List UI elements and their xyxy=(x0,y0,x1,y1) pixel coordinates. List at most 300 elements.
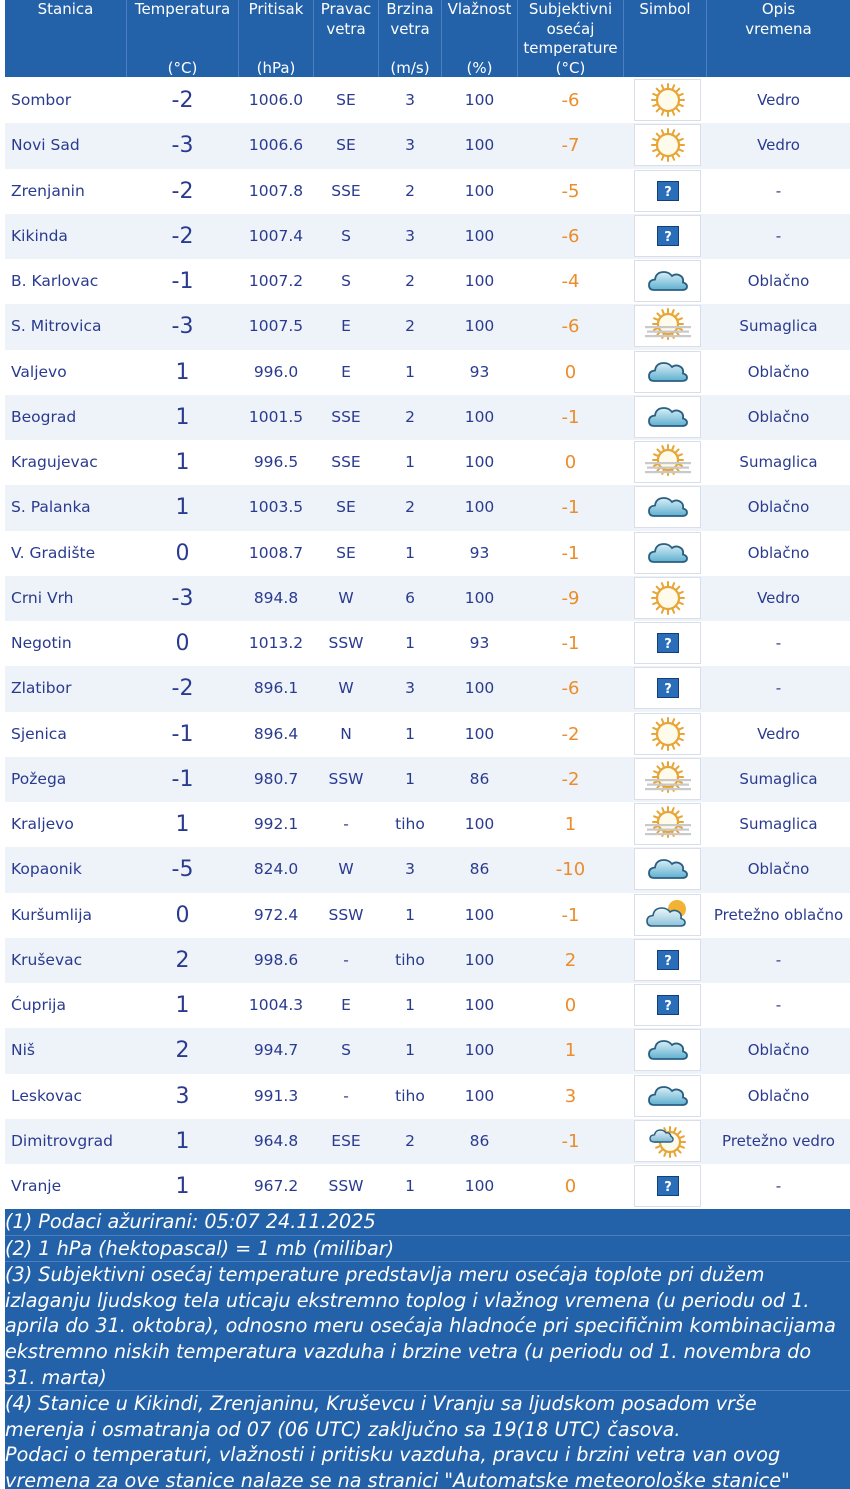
header-description-label: vremena xyxy=(745,19,812,38)
table-row xyxy=(5,621,850,666)
pressure-value: 1006.6 xyxy=(248,136,304,155)
feel-temperature-value: 0 xyxy=(564,995,577,1016)
wind-direction-value: SSW xyxy=(328,1177,364,1195)
feel-temperature-value: -2 xyxy=(561,768,580,790)
weather-description: Sumaglica xyxy=(739,453,818,471)
weather-symbol-cell xyxy=(634,713,701,755)
wind-speed-value: 3 xyxy=(405,226,415,245)
fog-icon xyxy=(641,759,695,803)
footnote-3-line: aprila do 31. oktobra), odnosno meru osećaja hladnoće pri specifičnim kombinacijama xyxy=(5,1314,836,1338)
pressure-value: 1001.5 xyxy=(248,407,304,426)
weather-symbol-cell xyxy=(634,305,701,347)
humidity-value: 100 xyxy=(464,91,495,109)
humidity-value: 100 xyxy=(464,317,495,336)
temperature-value: 1 xyxy=(175,1128,190,1154)
header-wind-speed-label: vetra xyxy=(390,19,430,38)
wind-speed-value: tiho xyxy=(395,1086,425,1105)
header-description xyxy=(707,0,850,77)
station-name: Leskovac xyxy=(11,1086,83,1105)
wind-direction-value: SSW xyxy=(328,905,364,924)
header-wind-direction xyxy=(314,0,378,77)
header-description-label: Opis xyxy=(761,0,796,18)
weather-description: Oblačno xyxy=(747,362,810,381)
header-feel-unit: (°C) xyxy=(555,59,586,77)
temperature-value: 1 xyxy=(175,450,190,475)
weather-symbol-cell xyxy=(634,577,701,619)
station-name: Beograd xyxy=(11,407,77,426)
wind-speed-value: 1 xyxy=(405,1177,415,1195)
temperature-value: -3 xyxy=(171,314,194,340)
wind-direction-value: - xyxy=(343,815,349,833)
pressure-value: 1013.2 xyxy=(248,634,304,652)
wind-speed-value: 2 xyxy=(405,317,415,336)
table-row xyxy=(5,712,850,757)
header-temperature-unit: (°C) xyxy=(167,59,198,77)
weather-description: Oblačno xyxy=(747,272,810,290)
temperature-value: -1 xyxy=(171,721,194,747)
wind-speed-value: 1 xyxy=(405,996,415,1014)
station-name: Kopaonik xyxy=(11,860,82,879)
weather-symbol-cell xyxy=(634,1165,701,1207)
footnote-1: (1) Podaci ažurirani: 05:07 24.11.2025 xyxy=(5,1210,376,1233)
table-row xyxy=(5,1028,850,1073)
feel-temperature-value: 1 xyxy=(564,814,577,835)
weather-description: - xyxy=(775,679,782,698)
station-name: Valjevo xyxy=(11,362,67,381)
humidity-value: 100 xyxy=(464,407,495,426)
footnote-3-line: (3) Subjektivni osećaj temperature predstavlja meru osećaja toplote pri dužem xyxy=(5,1263,765,1287)
unknown-icon xyxy=(657,633,679,657)
header-station-label: Stanica xyxy=(37,0,94,18)
temperature-value: -2 xyxy=(171,88,194,113)
humidity-value: 100 xyxy=(464,679,495,698)
weather-symbol-cell xyxy=(634,486,701,528)
weather-symbol-cell xyxy=(634,894,701,936)
humidity-value: 86 xyxy=(469,769,490,788)
temperature-value: 1 xyxy=(175,359,190,385)
wind-speed-value: tiho xyxy=(395,950,425,969)
footnote-units xyxy=(5,1236,850,1263)
humidity-value: 100 xyxy=(464,1041,495,1060)
table-row xyxy=(5,304,850,349)
table-row xyxy=(5,576,850,621)
pressure-value: 1007.5 xyxy=(248,317,304,336)
header-wind-speed-label: Brzina xyxy=(386,0,434,18)
footnote-3-line: ekstremno niskih temperatura vazduha i brzine vetra (u periodu od 1. novembra do xyxy=(5,1339,812,1363)
pressure-value: 896.4 xyxy=(253,724,299,743)
station-name: Sjenica xyxy=(11,724,67,743)
header-pressure xyxy=(239,0,313,77)
footnote-4-line: vremena za ove stanice nalaze se na stranici "Automatske meteorološke stanice" xyxy=(5,1468,790,1489)
wind-direction-value: SE xyxy=(336,543,356,562)
wind-speed-value: 1 xyxy=(405,362,415,381)
temperature-value: 0 xyxy=(175,540,190,566)
weather-symbol-cell xyxy=(634,667,701,709)
weather-description: Oblačno xyxy=(747,498,810,517)
table-row xyxy=(5,847,850,892)
footnote-3-line: izlaganju ljudskog tela uticaju ekstremno toplog i vlažnog vremena (u periodu od 1. xyxy=(5,1288,810,1312)
weather-description: Vedro xyxy=(757,724,800,743)
table-row xyxy=(5,531,850,576)
wind-speed-value: 3 xyxy=(405,860,415,879)
header-temperature xyxy=(127,0,238,77)
wind-speed-value: 2 xyxy=(405,272,415,290)
footnote-updated xyxy=(5,1209,850,1236)
table-row xyxy=(5,802,850,847)
feel-temperature-value: 0 xyxy=(564,361,577,383)
table-row xyxy=(5,757,850,802)
weather-symbol-cell xyxy=(634,441,701,483)
pressure-value: 980.7 xyxy=(253,769,299,788)
wind-direction-value: E xyxy=(341,362,351,381)
station-name: Ćuprija xyxy=(11,996,66,1014)
weather-description: Oblačno xyxy=(747,1041,810,1060)
humidity-value: 100 xyxy=(464,1177,495,1195)
wind-speed-value: 6 xyxy=(405,588,415,607)
wind-speed-value: 1 xyxy=(405,905,415,924)
table-row xyxy=(5,123,850,168)
weather-description: - xyxy=(775,181,782,200)
sun-icon xyxy=(645,80,691,124)
header-humidity-label: Vlažnost xyxy=(447,0,512,18)
weather-symbol-cell xyxy=(634,758,701,800)
header-station xyxy=(5,0,126,77)
header-wind-speed xyxy=(379,0,441,77)
humidity-value: 100 xyxy=(464,588,495,607)
pressure-value: 996.5 xyxy=(253,453,299,471)
unknown-icon xyxy=(657,995,679,1019)
humidity-value: 100 xyxy=(464,905,495,924)
feel-temperature-value: -10 xyxy=(555,859,586,881)
humidity-value: 93 xyxy=(469,362,490,381)
footnote-4-line: merenja i osmatranja od 07 (06 UTC) zaključno sa 19(18 UTC) časova. xyxy=(5,1417,681,1441)
humidity-value: 93 xyxy=(469,543,490,562)
partly-cloudy-icon xyxy=(644,895,692,939)
footnote-manned-stations xyxy=(5,1391,850,1489)
cloud-icon xyxy=(645,1076,691,1120)
feel-temperature-value: -6 xyxy=(561,678,580,700)
feel-temperature-value: -1 xyxy=(561,542,580,564)
humidity-value: 100 xyxy=(464,226,495,245)
wind-speed-value: 3 xyxy=(405,136,415,155)
feel-temperature-value: 1 xyxy=(564,1040,577,1062)
pressure-value: 991.3 xyxy=(253,1086,299,1105)
station-name: Dimitrovgrad xyxy=(11,1131,113,1150)
unknown-icon xyxy=(657,1176,679,1200)
cloud-icon xyxy=(645,352,691,396)
svg-text:?: ? xyxy=(663,1180,672,1195)
cloud-icon xyxy=(645,261,691,305)
cloud-icon xyxy=(645,487,691,531)
weather-symbol-cell xyxy=(634,984,701,1026)
header-humidity xyxy=(442,0,517,77)
table-row xyxy=(5,1119,850,1164)
weather-symbol-cell xyxy=(634,848,701,890)
cloud-icon xyxy=(645,1030,691,1074)
weather-description: Oblačno xyxy=(747,860,810,879)
pressure-value: 894.8 xyxy=(253,588,299,607)
wind-direction-value: SSE xyxy=(331,453,361,471)
weather-symbol-cell xyxy=(634,215,701,257)
pressure-value: 1007.4 xyxy=(248,226,304,245)
table-row xyxy=(5,214,850,259)
mostly-sunny-icon xyxy=(645,1121,691,1165)
temperature-value: -1 xyxy=(171,269,194,294)
weather-description: - xyxy=(775,950,782,969)
weather-symbol-cell xyxy=(634,170,701,212)
wind-direction-value: SSW xyxy=(328,634,364,652)
wind-direction-value: E xyxy=(341,996,351,1014)
weather-description: - xyxy=(775,226,782,245)
footnote-2: (2) 1 hPa (hektopascal) = 1 mb (milibar) xyxy=(5,1236,395,1260)
temperature-value: -3 xyxy=(171,585,194,611)
wind-speed-value: 2 xyxy=(405,181,415,200)
feel-temperature-value: -1 xyxy=(561,497,580,519)
svg-text:?: ? xyxy=(663,637,672,652)
station-name: S. Palanka xyxy=(11,498,91,517)
table-row xyxy=(5,78,850,123)
table-row xyxy=(5,350,850,395)
weather-description: - xyxy=(775,1177,782,1195)
wind-direction-value: S xyxy=(341,1041,351,1060)
wind-direction-value: - xyxy=(343,950,349,969)
weather-description: Vedro xyxy=(757,136,800,155)
feel-temperature-value: -1 xyxy=(561,904,580,926)
temperature-value: -1 xyxy=(171,766,194,792)
table-row xyxy=(5,938,850,983)
wind-direction-value: S xyxy=(341,226,351,245)
wind-direction-value: SE xyxy=(336,91,356,109)
table-row xyxy=(5,1164,850,1209)
feel-temperature-value: 0 xyxy=(564,452,577,473)
pressure-value: 1008.7 xyxy=(248,543,304,562)
fog-icon xyxy=(641,442,695,486)
humidity-value: 86 xyxy=(469,1131,490,1150)
header-wind-direction-label: vetra xyxy=(326,19,366,38)
table-row xyxy=(5,666,850,711)
station-name: Zlatibor xyxy=(11,679,72,698)
pressure-value: 972.4 xyxy=(253,905,299,924)
weather-description: Pretežno vedro xyxy=(722,1131,835,1150)
weather-symbol-cell xyxy=(634,1120,701,1162)
table-row xyxy=(5,485,850,530)
pressure-value: 998.6 xyxy=(253,950,299,969)
station-name: Zrenjanin xyxy=(11,181,85,200)
header-pressure-unit: (hPa) xyxy=(256,59,296,77)
wind-speed-value: 1 xyxy=(405,769,415,788)
cloud-icon xyxy=(645,849,691,893)
footnote-feel-temperature xyxy=(5,1262,850,1391)
weather-symbol-cell xyxy=(634,351,701,393)
table-row xyxy=(5,169,850,214)
humidity-value: 100 xyxy=(464,453,495,471)
station-name: Kraljevo xyxy=(11,815,74,833)
temperature-value: -5 xyxy=(171,857,194,883)
station-name: V. Gradište xyxy=(11,543,96,562)
header-symbol xyxy=(624,0,706,77)
pressure-value: 1007.2 xyxy=(248,272,304,290)
unknown-icon xyxy=(657,226,679,250)
wind-direction-value: N xyxy=(340,724,352,743)
cloud-icon xyxy=(645,397,691,441)
temperature-value: 1 xyxy=(175,495,190,521)
weather-description: Oblačno xyxy=(747,407,810,426)
weather-description: Sumaglica xyxy=(739,769,818,788)
footnote-4-line: (4) Stanice u Kikindi, Zrenjaninu, Kruševcu i Vranju sa ljudskom posadom vrše xyxy=(5,1392,757,1416)
temperature-value: -2 xyxy=(171,178,194,204)
weather-description: Sumaglica xyxy=(739,317,818,336)
sun-icon xyxy=(645,125,691,169)
station-name: Crni Vrh xyxy=(11,588,74,607)
feel-temperature-value: -6 xyxy=(561,225,580,247)
pressure-value: 994.7 xyxy=(253,1041,299,1060)
temperature-value: 1 xyxy=(175,993,190,1018)
humidity-value: 100 xyxy=(464,996,495,1014)
feel-temperature-value: -5 xyxy=(561,180,580,202)
feel-temperature-value: -1 xyxy=(561,633,580,654)
pressure-value: 1007.8 xyxy=(248,181,304,200)
temperature-value: 2 xyxy=(175,1038,190,1064)
feel-temperature-value: -4 xyxy=(561,271,580,292)
weather-symbol-cell xyxy=(634,396,701,438)
table-header xyxy=(5,0,850,77)
humidity-value: 100 xyxy=(464,498,495,517)
wind-direction-value: SSW xyxy=(328,769,364,788)
wind-direction-value: - xyxy=(343,1086,349,1105)
fog-icon xyxy=(641,306,695,350)
station-name: Sombor xyxy=(11,91,72,109)
pressure-value: 967.2 xyxy=(253,1177,299,1195)
wind-direction-value: SE xyxy=(336,498,356,517)
pressure-value: 1004.3 xyxy=(248,996,304,1014)
svg-text:?: ? xyxy=(663,184,672,200)
unknown-icon xyxy=(657,678,679,702)
table-row xyxy=(5,1074,850,1119)
wind-speed-value: 3 xyxy=(405,91,415,109)
fog-icon xyxy=(641,804,695,848)
temperature-value: -2 xyxy=(171,223,194,249)
station-name: Kikinda xyxy=(11,226,68,245)
weather-symbol-cell xyxy=(634,803,701,845)
footnote-3-line: 31. marta) xyxy=(5,1365,107,1389)
wind-speed-value: 2 xyxy=(405,407,415,426)
temperature-value: -3 xyxy=(171,133,194,159)
temperature-value: 0 xyxy=(175,631,190,656)
humidity-value: 100 xyxy=(464,181,495,200)
wind-direction-value: SE xyxy=(336,136,356,155)
pressure-value: 992.1 xyxy=(253,815,299,833)
wind-speed-value: 1 xyxy=(405,453,415,471)
humidity-value: 86 xyxy=(469,860,490,879)
wind-direction-value: W xyxy=(338,588,354,607)
table-row xyxy=(5,259,850,304)
temperature-value: -2 xyxy=(171,676,194,702)
wind-direction-value: SSE xyxy=(331,181,361,200)
humidity-value: 100 xyxy=(464,950,495,969)
feel-temperature-value: -6 xyxy=(561,316,580,338)
humidity-value: 100 xyxy=(464,815,495,833)
weather-description: - xyxy=(775,996,782,1014)
station-name: Negotin xyxy=(11,634,72,652)
temperature-value: 1 xyxy=(175,812,190,837)
wind-speed-value: 2 xyxy=(405,498,415,517)
header-wind-speed-unit: (m/s) xyxy=(390,59,430,77)
weather-description: - xyxy=(775,634,782,652)
pressure-value: 1006.0 xyxy=(248,91,304,109)
header-pressure-label: Pritisak xyxy=(248,0,304,18)
feel-temperature-value: 3 xyxy=(564,1085,577,1107)
station-name: Požega xyxy=(11,769,67,788)
humidity-value: 100 xyxy=(464,1086,495,1105)
pressure-value: 824.0 xyxy=(253,860,299,879)
weather-symbol-cell xyxy=(634,260,701,302)
svg-text:?: ? xyxy=(663,682,672,698)
footnote-4-line: Podaci o temperaturi, vlažnosti i pritisku vazduha, pravcu i brzini vetra van ovog xyxy=(5,1443,781,1467)
temperature-value: 1 xyxy=(175,404,190,430)
svg-text:?: ? xyxy=(663,999,672,1014)
cloud-icon xyxy=(645,533,691,577)
header-feel-label: Subjektivni xyxy=(528,0,613,18)
feel-temperature-value: -6 xyxy=(561,90,580,111)
wind-direction-value: W xyxy=(338,860,354,879)
weather-description: Vedro xyxy=(757,588,800,607)
station-name: S. Mitrovica xyxy=(11,317,102,336)
feel-temperature-value: -2 xyxy=(561,723,580,745)
table-row xyxy=(5,983,850,1028)
table-row xyxy=(5,395,850,440)
header-humidity-unit: (%) xyxy=(466,59,493,77)
humidity-value: 100 xyxy=(464,136,495,155)
station-name: Kruševac xyxy=(11,950,83,969)
station-name: Niš xyxy=(11,1041,35,1060)
wind-speed-value: 2 xyxy=(405,1131,415,1150)
unknown-icon xyxy=(657,181,679,205)
weather-description: Oblačno xyxy=(747,1086,810,1105)
weather-symbol-cell xyxy=(634,939,701,981)
wind-speed-value: 1 xyxy=(405,634,415,652)
station-name: Vranje xyxy=(11,1177,62,1195)
feel-temperature-value: -7 xyxy=(561,135,580,157)
temperature-value: 3 xyxy=(175,1083,190,1109)
wind-speed-value: 3 xyxy=(405,679,415,698)
svg-text:?: ? xyxy=(663,953,672,969)
header-temperature-label: Temperatura xyxy=(134,0,231,18)
table-row xyxy=(5,440,850,485)
weather-description: Pretežno oblačno xyxy=(713,905,844,924)
table-row xyxy=(5,893,850,938)
weather-description: Vedro xyxy=(757,91,800,109)
wind-direction-value: E xyxy=(341,317,351,336)
feel-temperature-value: -1 xyxy=(561,1130,580,1152)
feel-temperature-value: -9 xyxy=(561,587,580,609)
pressure-value: 996.0 xyxy=(253,362,299,381)
station-name: Kragujevac xyxy=(11,453,98,471)
wind-speed-value: 1 xyxy=(405,1041,415,1060)
wind-speed-value: 1 xyxy=(405,724,415,743)
temperature-value: 1 xyxy=(175,1174,190,1199)
weather-symbol-cell xyxy=(634,532,701,574)
weather-symbol-cell xyxy=(634,1075,701,1117)
station-name: Novi Sad xyxy=(11,136,80,155)
pressure-value: 1003.5 xyxy=(248,498,304,517)
header-feel-temperature xyxy=(518,0,623,77)
feel-temperature-value: 0 xyxy=(564,1176,577,1197)
temperature-value: 2 xyxy=(175,947,190,973)
humidity-value: 100 xyxy=(464,272,495,290)
pressure-value: 896.1 xyxy=(253,679,299,698)
temperature-value: 0 xyxy=(175,902,190,928)
wind-direction-value: ESE xyxy=(331,1131,361,1150)
